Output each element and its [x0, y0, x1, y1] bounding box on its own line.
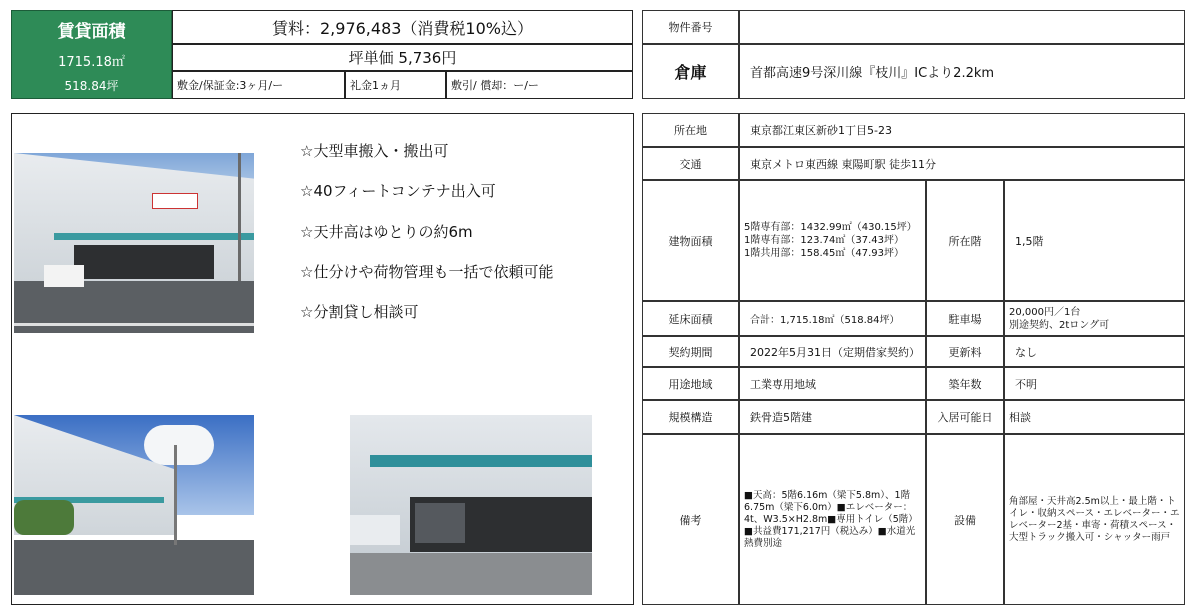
feature-2: ☆40フィートコンテナ出入可 — [300, 182, 496, 200]
total-floor-label: 延床面積 — [642, 301, 739, 336]
equipment-value: 角部屋・天井高2.5m以上・最上階・トイレ・収納スペース・エレベーター・エレベーター2基・車寄・荷積スペース・大型トラック搬入可・シャッター雨戸 — [1004, 434, 1185, 605]
key-money: 礼金1ヵ月 — [345, 71, 446, 99]
area-summary — [11, 10, 172, 99]
warehouse-photo-1 — [14, 153, 254, 333]
floor-label: 所在階 — [926, 180, 1004, 301]
area-tsubo: 518.84坪 — [64, 79, 119, 93]
total-floor-value: 合計：1,715.18㎡（518.84坪） — [739, 301, 926, 336]
feature-4: ☆仕分けや荷物管理も一括で依頼可能 — [300, 263, 554, 281]
unit-price: 坪単価 5,736円 — [172, 44, 633, 71]
property-type: 倉庫 — [642, 44, 739, 99]
age-value: 不明 — [1004, 367, 1185, 400]
contract-label: 契約期間 — [642, 336, 739, 367]
building-area-line: 1階共用部：158.45㎡（47.93坪） — [744, 248, 904, 259]
transit-value: 東京メトロ東西線 東陽町駅 徒歩11分 — [739, 147, 1185, 180]
remarks-label: 備考 — [642, 434, 739, 605]
area-sqm: 1715.18㎡ — [58, 55, 125, 70]
building-area-line: 1階専有部：123.74㎡（37.43坪） — [744, 235, 904, 246]
transit-label: 交通 — [642, 147, 739, 180]
access-note: 首都高速9号深川線『枝川』ICより2.2km — [739, 44, 1185, 99]
property-no-label: 物件番号 — [642, 10, 739, 44]
building-area-label: 建物面積 — [642, 180, 739, 301]
structure-label: 規模構造 — [642, 400, 739, 434]
movein-label: 入居可能日 — [926, 400, 1004, 434]
renewal-value: なし — [1004, 336, 1185, 367]
movein-value: 相談 — [1004, 400, 1185, 434]
renewal-label: 更新料 — [926, 336, 1004, 367]
warehouse-photo-2 — [14, 415, 254, 595]
parking-line: 別途契約、2tロング可 — [1009, 319, 1110, 331]
contract-value: 2022年5月31日（定期借家契約） — [739, 336, 926, 367]
area-label: 賃貸面積 — [57, 22, 126, 42]
property-no-value — [739, 10, 1185, 44]
feature-1: ☆大型車搬入・搬出可 — [300, 142, 449, 160]
location-value: 東京都江東区新砂1丁目5-23 — [739, 113, 1185, 147]
age-label: 築年数 — [926, 367, 1004, 400]
equipment-label: 設備 — [926, 434, 1004, 605]
floor-value: 1,5階 — [1004, 180, 1185, 301]
zoning-label: 用途地域 — [642, 367, 739, 400]
parking-value — [1004, 301, 1185, 336]
amortization: 敷引/ 償却：ー/ー — [446, 71, 633, 99]
remarks-value: ■天高：5階6.16m（梁下5.8m）、1階6.75m（梁下6.0m）■エレベーター：4t、W3.5×H2.8m■専用トイレ（5階）■共益費171,217円（税込み）■水道光熱費別途 — [739, 434, 926, 605]
rent: 賃料：2,976,483（消費税10%込） — [172, 10, 633, 44]
building-area-line: 5階専有部：1432.99㎡（430.15坪） — [744, 222, 917, 233]
deposit: 敷金/保証金:3ヶ月/ー — [172, 71, 345, 99]
structure-value: 鉄骨造5階建 — [739, 400, 926, 434]
zoning-value: 工業専用地域 — [739, 367, 926, 400]
parking-label: 駐車場 — [926, 301, 1004, 336]
feature-3: ☆天井高はゆとりの約6m — [300, 223, 473, 241]
warehouse-photo-3 — [350, 415, 592, 595]
location-label: 所在地 — [642, 113, 739, 147]
feature-5: ☆分割貸し相談可 — [300, 303, 419, 321]
parking-line: 20,000円／1台 — [1009, 306, 1081, 318]
building-area-value — [739, 180, 926, 301]
